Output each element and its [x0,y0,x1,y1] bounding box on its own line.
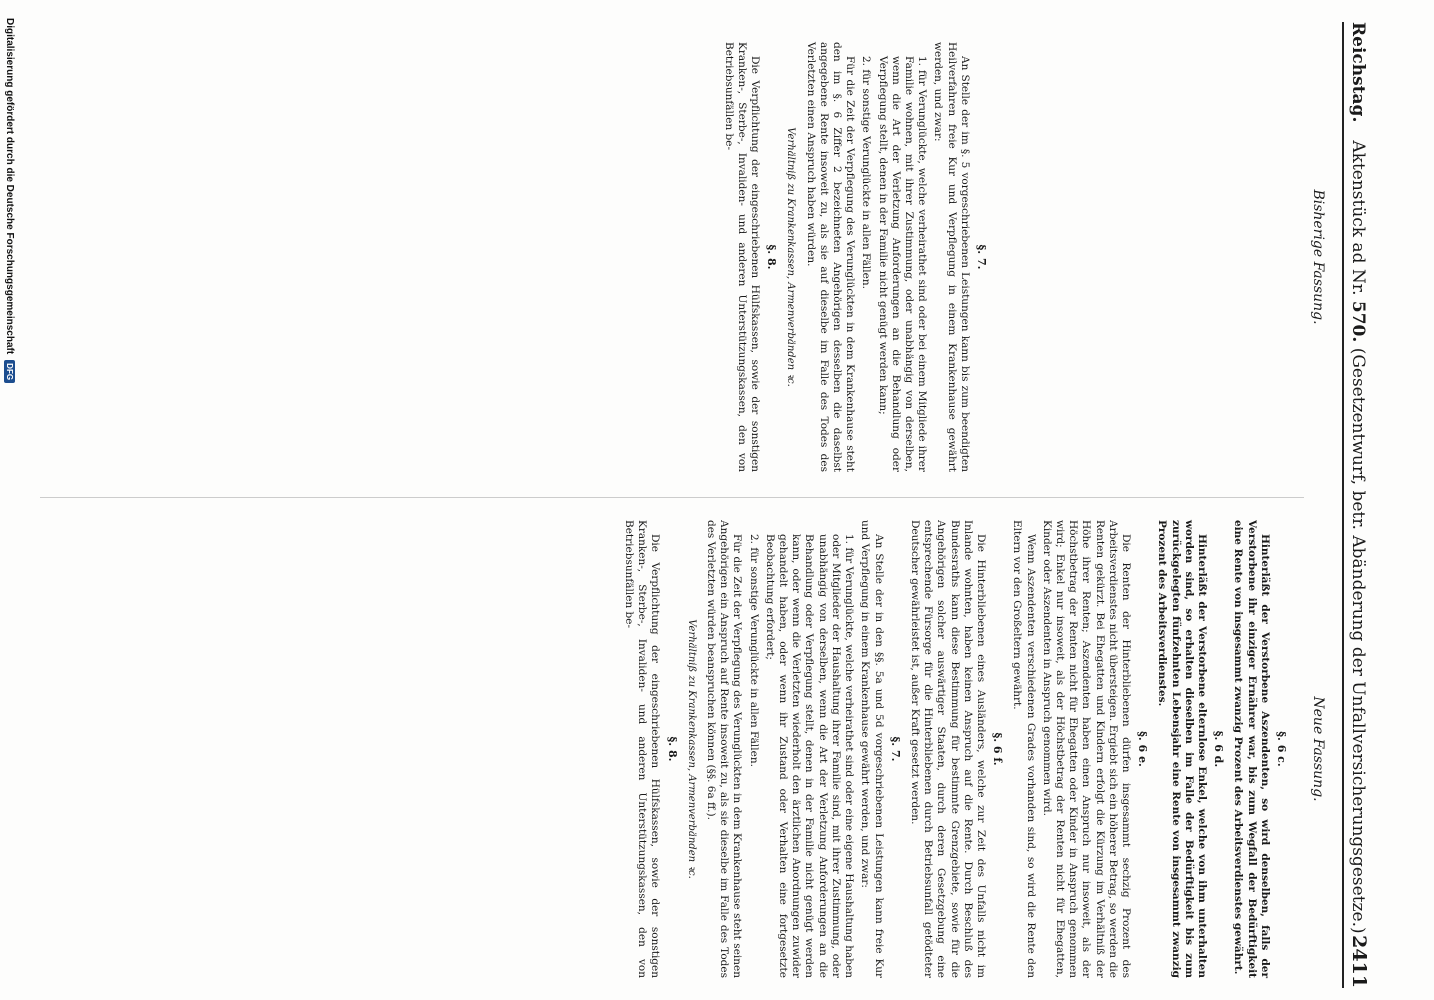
left-s7-item2: 2. für sonstige Verunglückte in allen Fällen. [860,56,873,289]
right-s6c-bold: Hinterläßt der Verstorbene Aszendenten, so wird denselben, falls der Verstorbene ihr einziger Ernährer war, bis zum Wegfall der Bedürftigkeit eine Rente von insgesammt zwanzig Prozent des Arbeitsverdienstes gewährt. [1232,520,1271,978]
header-title [1348,140,1368,935]
left-s7-item1: 1. für Verunglückte, welche verheirathet sind oder bei einem Mitgliede ihrer Familie wohnen, mit ihrer Zustimmung, oder unabhängig von derselben, wenn die Art der Verletzung Anforderungen an die Behandlung oder Verpflegung stellt, denen in der Familie nicht genügt werden kann; [876,56,929,472]
right-s7-rente: Für die Zeit der Verpflegung des Verunglückten in dem Krankenhause steht seinen Angehörigen ein Anspruch auf Rente insoweit zu, als sie dieselbe im Falle des Todes des Verletzten würden beanspruchen können (§§. 6a ff.). [705,520,744,978]
left-s8-text: Die Verpflichtung der eingeschriebenen Hülfskassen, sowie der sonstigen Kranken-, Sterbe-, Invaliden- und anderen Unterstützungskassen, den von Betriebsunfällen be- [722,42,761,472]
left-column-heading: Bisherige Fassung. [1310,189,1326,325]
left-s7-rente: Für die Zeit der Verpflegung des Verunglückten in dem Krankenhause steht den im §. 6 Ziffer 2 bezeichneten Angehörigen desselben die daselbst angegebene Rente insoweit zu, als sie auf dieselbe im Falle des Todes des Verletzten einen Anspruch haben würden. [804,42,857,472]
right-column [619,520,1294,978]
right-s6f-text: Die Hinterbliebenen eines Ausländers, welche zur Zeit des Unfalls nicht im Inlande wohnten, haben keinen Anspruch auf die Rente. Durch Beschluß des Bundesraths kann diese Bestimmung für bestimmte Grenzgebiete, sowie für die Angehörigen solcher auswärtiger Staaten, durch deren Gesetzgebung eine entsprechende Fürsorge für die Hinterbliebenen durch Betriebsunfall getödteter Deutscher gewährleistet ist, außer Kraft gesetzt werden. [908,520,987,978]
header-left: Reichstag. [1348,22,1368,123]
left-column [718,42,1294,472]
right-s6f-title: §. 6 f. [991,732,1005,766]
right-s6d-text [1155,520,1208,978]
right-s6c-title: §. 6 c. [1275,731,1288,767]
right-s6c-text [1231,520,1271,978]
right-s6d-bold: Hinterläßt der Verstorbene elternlose Enkel, welche von ihm unterhalten worden sind, so erhalten dieselben im Falle der Bedürftigkeit bis zum zurückgelegten fünfzehnten Lebensjahr eine Rente von insgesammt zwanzig Prozent des Arbeitsverdienstes. [1156,520,1208,978]
right-s7-item2: 2. für sonstige Verunglückte in allen Fällen. [747,534,760,767]
right-s7-item1: 1. für Verunglückte, welche verheirathet sind oder eine eigene Haushaltung haben oder Mitglieder der Haushaltung ihrer Familie sind, mit ihrer Zustimmung, oder unabhängig von derselben, wenn die Art der Verletzung Anforderungen an die Behandlung oder Verpflegung stellt, denen in der Familie nicht genügt werden kann, oder wenn die Verletzten wiederholt den ärztlichen Anordnungen zuwider gehandelt haben, oder wenn ihr Zustand oder Verhalten eine fortgesetzte Beobachtung erfordert; [763,534,856,978]
right-s6d-title: §. 6 d. [1212,730,1226,768]
header-title-suffix: (Gesetzentwurf, betr. Abänderung der Unfallversicherungsgesetze.) [1348,347,1368,934]
right-s8-text: Die Verpflichtung der eingeschriebenen Hülfskassen, sowie der sonstigen Kranken-, Sterbe-, Invaliden- und anderen Unterstützungskassen, den von Betriebsunfällen be- [623,520,662,978]
header-title-prefix: Aktenstück ad Nr. [1348,140,1368,301]
right-column-heading: Neue Fassung. [1310,696,1326,802]
page-header [1342,22,1378,988]
right-s6e-text2: Wenn Aszendenten verschiedenen Grades vorhanden sind, so wird die Rente den Eltern vor den Großeltern gewährt. [1011,520,1037,978]
right-s7-title: §. 7. [888,736,902,762]
right-subtitle: Verhältniß zu Krankenkassen, Armenverbänden ꝛc. [685,619,697,879]
right-s6e-title: §. 6 e. [1136,731,1150,767]
credit-text: Digitalisierung gefördert durch die Deutsche Forschungsgemeinschaft [4,18,16,355]
left-s8-title: §. 8. [765,244,779,270]
left-subtitle: Verhältniß zu Krankenkassen, Armenverbänden ꝛc. [785,127,797,387]
left-s7-title: §. 7. [975,244,988,270]
column-divider [40,497,1304,498]
left-column-spacer [994,42,1294,472]
left-s7-intro: An Stelle der im §. 5 vorgeschriebenen Leistungen kann bis zum beendigten Heilverfahren freie Kur und Verpflegung in einem Krankenhause gewährt werden, und zwar: [932,42,971,472]
right-s6e-text: Die Renten der Hinterbliebenen dürfen insgesammt sechzig Prozent des Arbeitsverdienstes nicht übersteigen. Ergiebt sich ein höherer Betrag, so werden die Renten gekürzt. Bei Ehegatten und Kindern erfolgt die Kürzung im Verhältniß der Höhe ihrer Renten; Aszendenten haben einen Anspruch nur insoweit, als der Höchstbetrag der Renten nicht für Ehegatten oder Kinder in Anspruch genommen wird; Enkel nur insoweit, als der Höchstbetrag der Renten nicht für Ehegatten, Kinder oder Aszendenten in Anspruch genommen wird. [1040,520,1132,978]
header-doc-number: 570. [1348,300,1368,343]
page-number: 2411 [1348,935,1370,988]
right-s8-title: §. 8. [665,736,679,762]
right-s7-intro: An Stelle der in den §§. 5a und 5d vorgeschriebenen Leistungen kann freie Kur und Verpflegung in einem Krankenhause gewährt werden, und zwar: [859,520,885,978]
dfg-logo: DFG [5,360,16,383]
digitization-credit [2,0,18,1000]
